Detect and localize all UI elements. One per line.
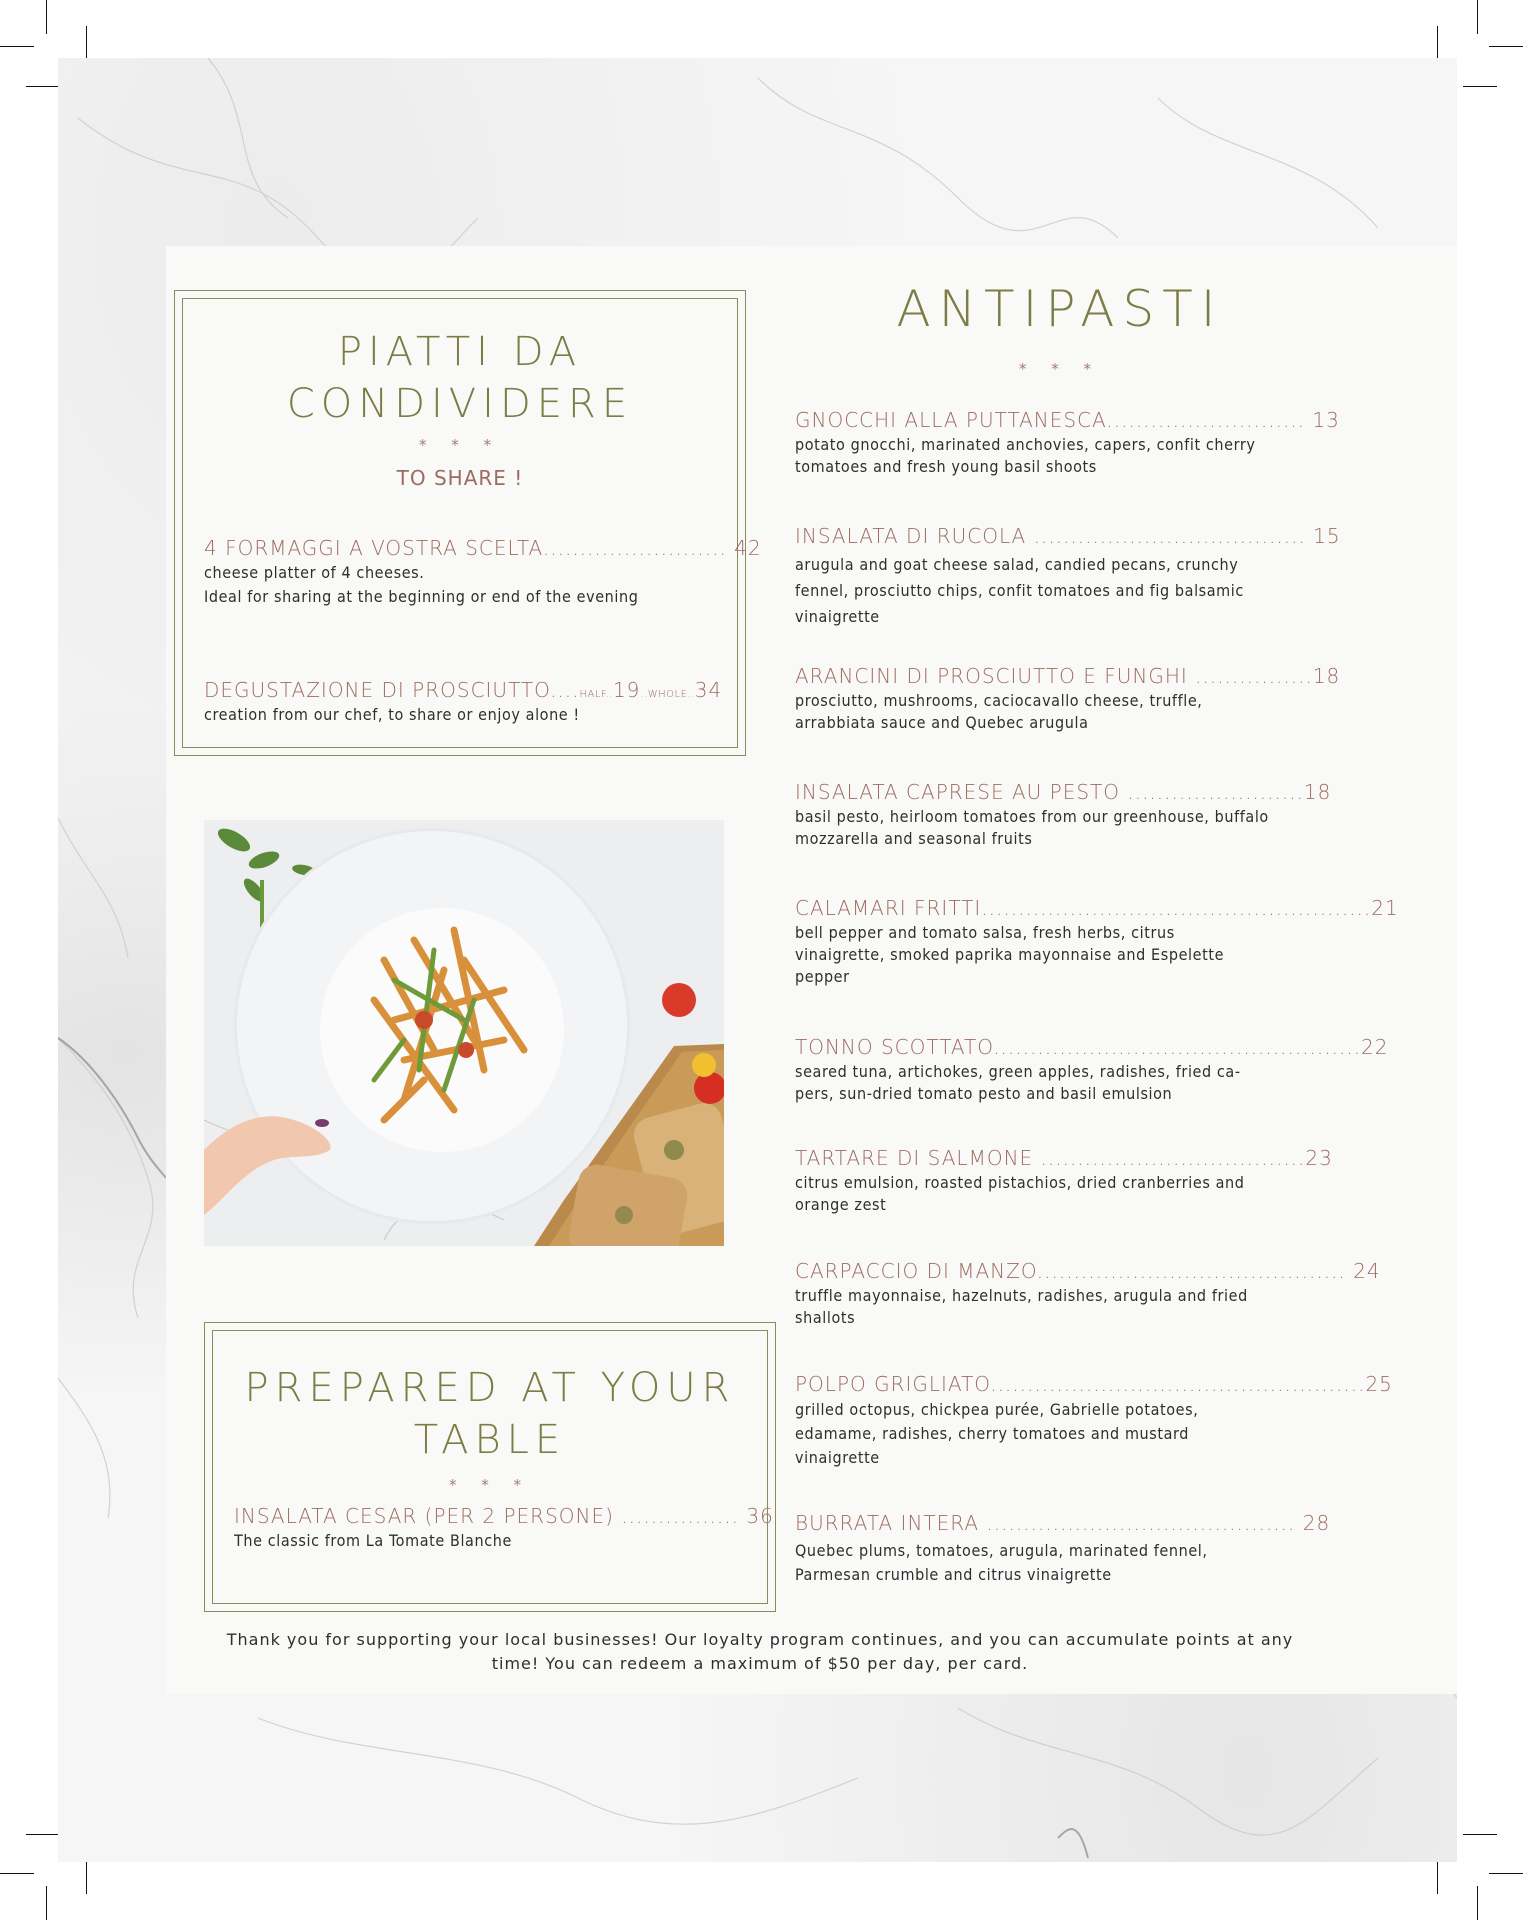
share-box-stars: * * * bbox=[418, 436, 502, 454]
crop-mark bbox=[0, 46, 34, 47]
desc-line: vinaigrette, smoked paprika mayonnaise and Espelette bbox=[795, 945, 1225, 964]
share-item-title bbox=[204, 678, 722, 702]
antipasti-item-desc bbox=[795, 1539, 1335, 1587]
desc-line: tomatoes and fresh young basil shoots bbox=[795, 457, 1097, 476]
desc-line: shallots bbox=[795, 1308, 856, 1327]
crop-mark bbox=[1437, 26, 1438, 60]
dish-photo bbox=[204, 820, 724, 1246]
separator: .. bbox=[687, 689, 695, 700]
crop-mark bbox=[1477, 1886, 1478, 1920]
item-title-main: DEGUSTAZIONE DI PROSCIUTTO.... bbox=[204, 678, 580, 702]
antipasti-item-title: TONNO SCOTTATO..................................................22 bbox=[795, 1035, 1389, 1059]
antipasti-item-desc bbox=[795, 1061, 1335, 1105]
separator: .. bbox=[605, 689, 613, 700]
share-item-desc-line: Ideal for sharing at the beginning or end of the evening bbox=[204, 587, 639, 606]
table-box-title bbox=[212, 1362, 768, 1466]
share-item-desc-line: cheese platter of 4 cheeses. bbox=[204, 563, 425, 582]
antipasti-item-desc bbox=[795, 1172, 1335, 1216]
half-price: 19 bbox=[612, 678, 641, 702]
antipasti-item-desc bbox=[795, 806, 1335, 850]
antipasti-title: ANTIPASTI bbox=[896, 280, 1224, 338]
crop-mark bbox=[26, 1834, 60, 1835]
desc-line: seared tuna, artichokes, green apples, radishes, fried ca- bbox=[795, 1062, 1241, 1081]
loyalty-note bbox=[220, 1628, 1300, 1676]
desc-line: edamame, radishes, cherry tomatoes and mustard bbox=[795, 1424, 1190, 1443]
desc-line: Quebec plums, tomatoes, arugula, marinated fennel, bbox=[795, 1541, 1208, 1560]
antipasti-item-title: CALAMARI FRITTI.....................................................21 bbox=[795, 896, 1399, 920]
desc-line: pepper bbox=[795, 967, 850, 986]
antipasti-item-title: ARANCINI DI PROSCIUTTO E FUNGHI ................18 bbox=[795, 664, 1341, 688]
loyalty-note-line: Thank you for supporting your local businesses! Our loyalty program continues, and you can accumulate points at any bbox=[226, 1630, 1294, 1649]
crop-mark bbox=[46, 0, 47, 34]
loyalty-note-line: time! You can redeem a maximum of $50 per day, per card. bbox=[491, 1654, 1029, 1673]
desc-line: orange zest bbox=[795, 1195, 887, 1214]
antipasti-item-title: TARTARE DI SALMONE ....................................23 bbox=[795, 1146, 1333, 1170]
desc-line: grilled octopus, chickpea purée, Gabrielle potatoes, bbox=[795, 1400, 1199, 1419]
desc-line: basil pesto, heirloom tomatoes from our greenhouse, buffalo bbox=[795, 807, 1269, 826]
desc-line: citrus emulsion, roasted pistachios, dried cranberries and bbox=[795, 1173, 1245, 1192]
crop-mark bbox=[1489, 46, 1523, 47]
share-title-line2: CONDIVIDERE bbox=[286, 381, 634, 427]
desc-line: Parmesan crumble and citrus vinaigrette bbox=[795, 1565, 1112, 1584]
crop-mark bbox=[26, 86, 60, 87]
share-box-subtitle: TO SHARE ! bbox=[396, 466, 524, 490]
crop-mark bbox=[1489, 1873, 1523, 1874]
table-title-line1: PREPARED AT YOUR bbox=[244, 1365, 736, 1411]
antipasti-item-desc bbox=[795, 434, 1335, 478]
antipasti-item-title: CARPACCIO DI MANZO.......................................... 24 bbox=[795, 1259, 1381, 1283]
antipasti-item-title: GNOCCHI ALLA PUTTANESCA........................... 13 bbox=[795, 408, 1340, 432]
crop-mark bbox=[1477, 0, 1478, 34]
desc-line: vinaigrette bbox=[795, 1448, 880, 1467]
whole-price: 34 bbox=[694, 678, 723, 702]
desc-line: arugula and goat cheese salad, candied pecans, crunchy bbox=[795, 555, 1239, 574]
crop-mark bbox=[46, 1886, 47, 1920]
share-item-title: 4 FORMAGGI A VOSTRA SCELTA......................... 42 bbox=[204, 536, 762, 560]
antipasti-item-desc bbox=[795, 922, 1335, 988]
desc-line: potato gnocchi, marinated anchovies, capers, confit cherry bbox=[795, 435, 1256, 454]
crop-mark bbox=[86, 26, 87, 60]
table-title-line2: TABLE bbox=[413, 1417, 567, 1463]
crop-mark bbox=[1437, 1860, 1438, 1894]
desc-line: vinaigrette bbox=[795, 607, 880, 626]
antipasti-stars: * * * bbox=[1018, 360, 1102, 378]
antipasti-item-desc bbox=[795, 552, 1335, 630]
desc-line: pers, sun-dried tomato pesto and basil emulsion bbox=[795, 1084, 1173, 1103]
crop-mark bbox=[0, 1873, 34, 1874]
desc-line: arrabbiata sauce and Quebec arugula bbox=[795, 713, 1089, 732]
antipasti-item-desc bbox=[795, 690, 1335, 734]
whole-label: WHOLE bbox=[647, 689, 688, 700]
desc-line: bell pepper and tomato salsa, fresh herbs, citrus bbox=[795, 923, 1175, 942]
desc-line: truffle mayonnaise, hazelnuts, radishes, arugula and fried bbox=[795, 1286, 1248, 1305]
crop-mark bbox=[86, 1860, 87, 1894]
share-item-desc: creation from our chef, to share or enjoy alone ! bbox=[204, 705, 580, 724]
crop-mark bbox=[1463, 1834, 1497, 1835]
table-box-stars: * * * bbox=[448, 1476, 532, 1494]
share-box-title bbox=[182, 326, 738, 430]
table-item-desc: The classic from La Tomate Blanche bbox=[234, 1531, 512, 1550]
antipasti-item-desc bbox=[795, 1285, 1335, 1329]
antipasti-item-title: POLPO GRIGLIATO...................................................25 bbox=[795, 1372, 1393, 1396]
antipasti-item-desc bbox=[795, 1398, 1335, 1470]
desc-line: prosciutto, mushrooms, caciocavallo cheese, truffle, bbox=[795, 691, 1203, 710]
share-title-line1: PIATTI DA bbox=[337, 329, 583, 375]
desc-line: fennel, prosciutto chips, confit tomatoes and fig balsamic bbox=[795, 581, 1244, 600]
desc-line: mozzarella and seasonal fruits bbox=[795, 829, 1033, 848]
antipasti-item-title: BURRATA INTERA .......................................... 28 bbox=[795, 1511, 1331, 1535]
table-item-title: INSALATA CESAR (PER 2 PERSONE) ................ 36 bbox=[234, 1504, 774, 1528]
antipasti-item-title: INSALATA CAPRESE AU PESTO ........................18 bbox=[795, 780, 1332, 804]
antipasti-item-title: INSALATA DI RUCOLA ..................................... 15 bbox=[795, 524, 1341, 548]
share-item-desc bbox=[204, 562, 724, 608]
separator: .. bbox=[640, 689, 648, 700]
half-label: HALF bbox=[579, 689, 606, 700]
crop-mark bbox=[1463, 86, 1497, 87]
